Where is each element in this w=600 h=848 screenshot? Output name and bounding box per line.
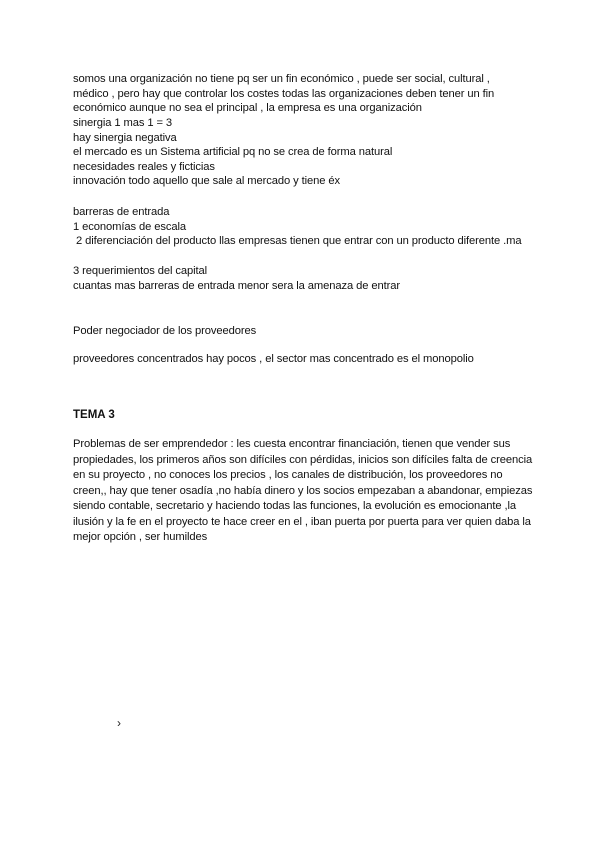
tema-paragraph: Problemas de ser emprendedor : les cuesta encontrar financiación, tienen que vender sus propiedades, los primeros años son difíciles con pérdidas, inicios son difíciles falta de creencia en su proyecto , no conoces los precios , los canales de distribución, los proveedores no creen,, hay que tener osadía ,no había dinero y los socios empezaban a abandonar, empiezas siendo contable, secretario y haciendo todas las funciones, la evolución es emocionante ,la ilusión y la fe en el proyecto te hace creer en el , iban puerta por puerta para ver quien daba la mejor opción , ser humildes [73, 438, 533, 543]
text-line: innovación todo aquello que sale al mercado y tiene éx [73, 175, 341, 187]
text-line: barreras de entrada [73, 206, 170, 218]
text-line: el mercado es un Sistema artificial pq no se crea de forma natural [73, 146, 393, 158]
text-line: hay sinergia negativa [73, 132, 177, 144]
text-line: médico , pero hay que controlar los costes todas las organizaciones deben tener un fin [73, 88, 495, 100]
text-line: proveedores concentrados hay pocos , el sector mas concentrado es el monopolio [73, 353, 474, 365]
text-line: cuantas mas barreras de entrada menor sera la amenaza de entrar [73, 280, 401, 292]
text-line: 3 requerimientos del capital [73, 265, 208, 277]
text-line: económico aunque no sea el principal , la empresa es una organización [73, 102, 422, 114]
tema-heading: TEMA 3 [73, 409, 115, 421]
text-line: 2 diferenciación del producto llas empresas tienen que entrar con un producto diferente .ma [73, 235, 522, 247]
section-title: Poder negociador de los proveedores [73, 325, 257, 337]
text-line: 1 economías de escala [73, 221, 186, 233]
text-line: somos una organización no tiene pq ser un fin económico , puede ser social, cultural , [73, 73, 490, 85]
chevron-right-icon: › [117, 716, 121, 730]
text-line: sinergia 1 mas 1 = 3 [73, 117, 173, 129]
text-line: necesidades reales y ficticias [73, 161, 215, 173]
